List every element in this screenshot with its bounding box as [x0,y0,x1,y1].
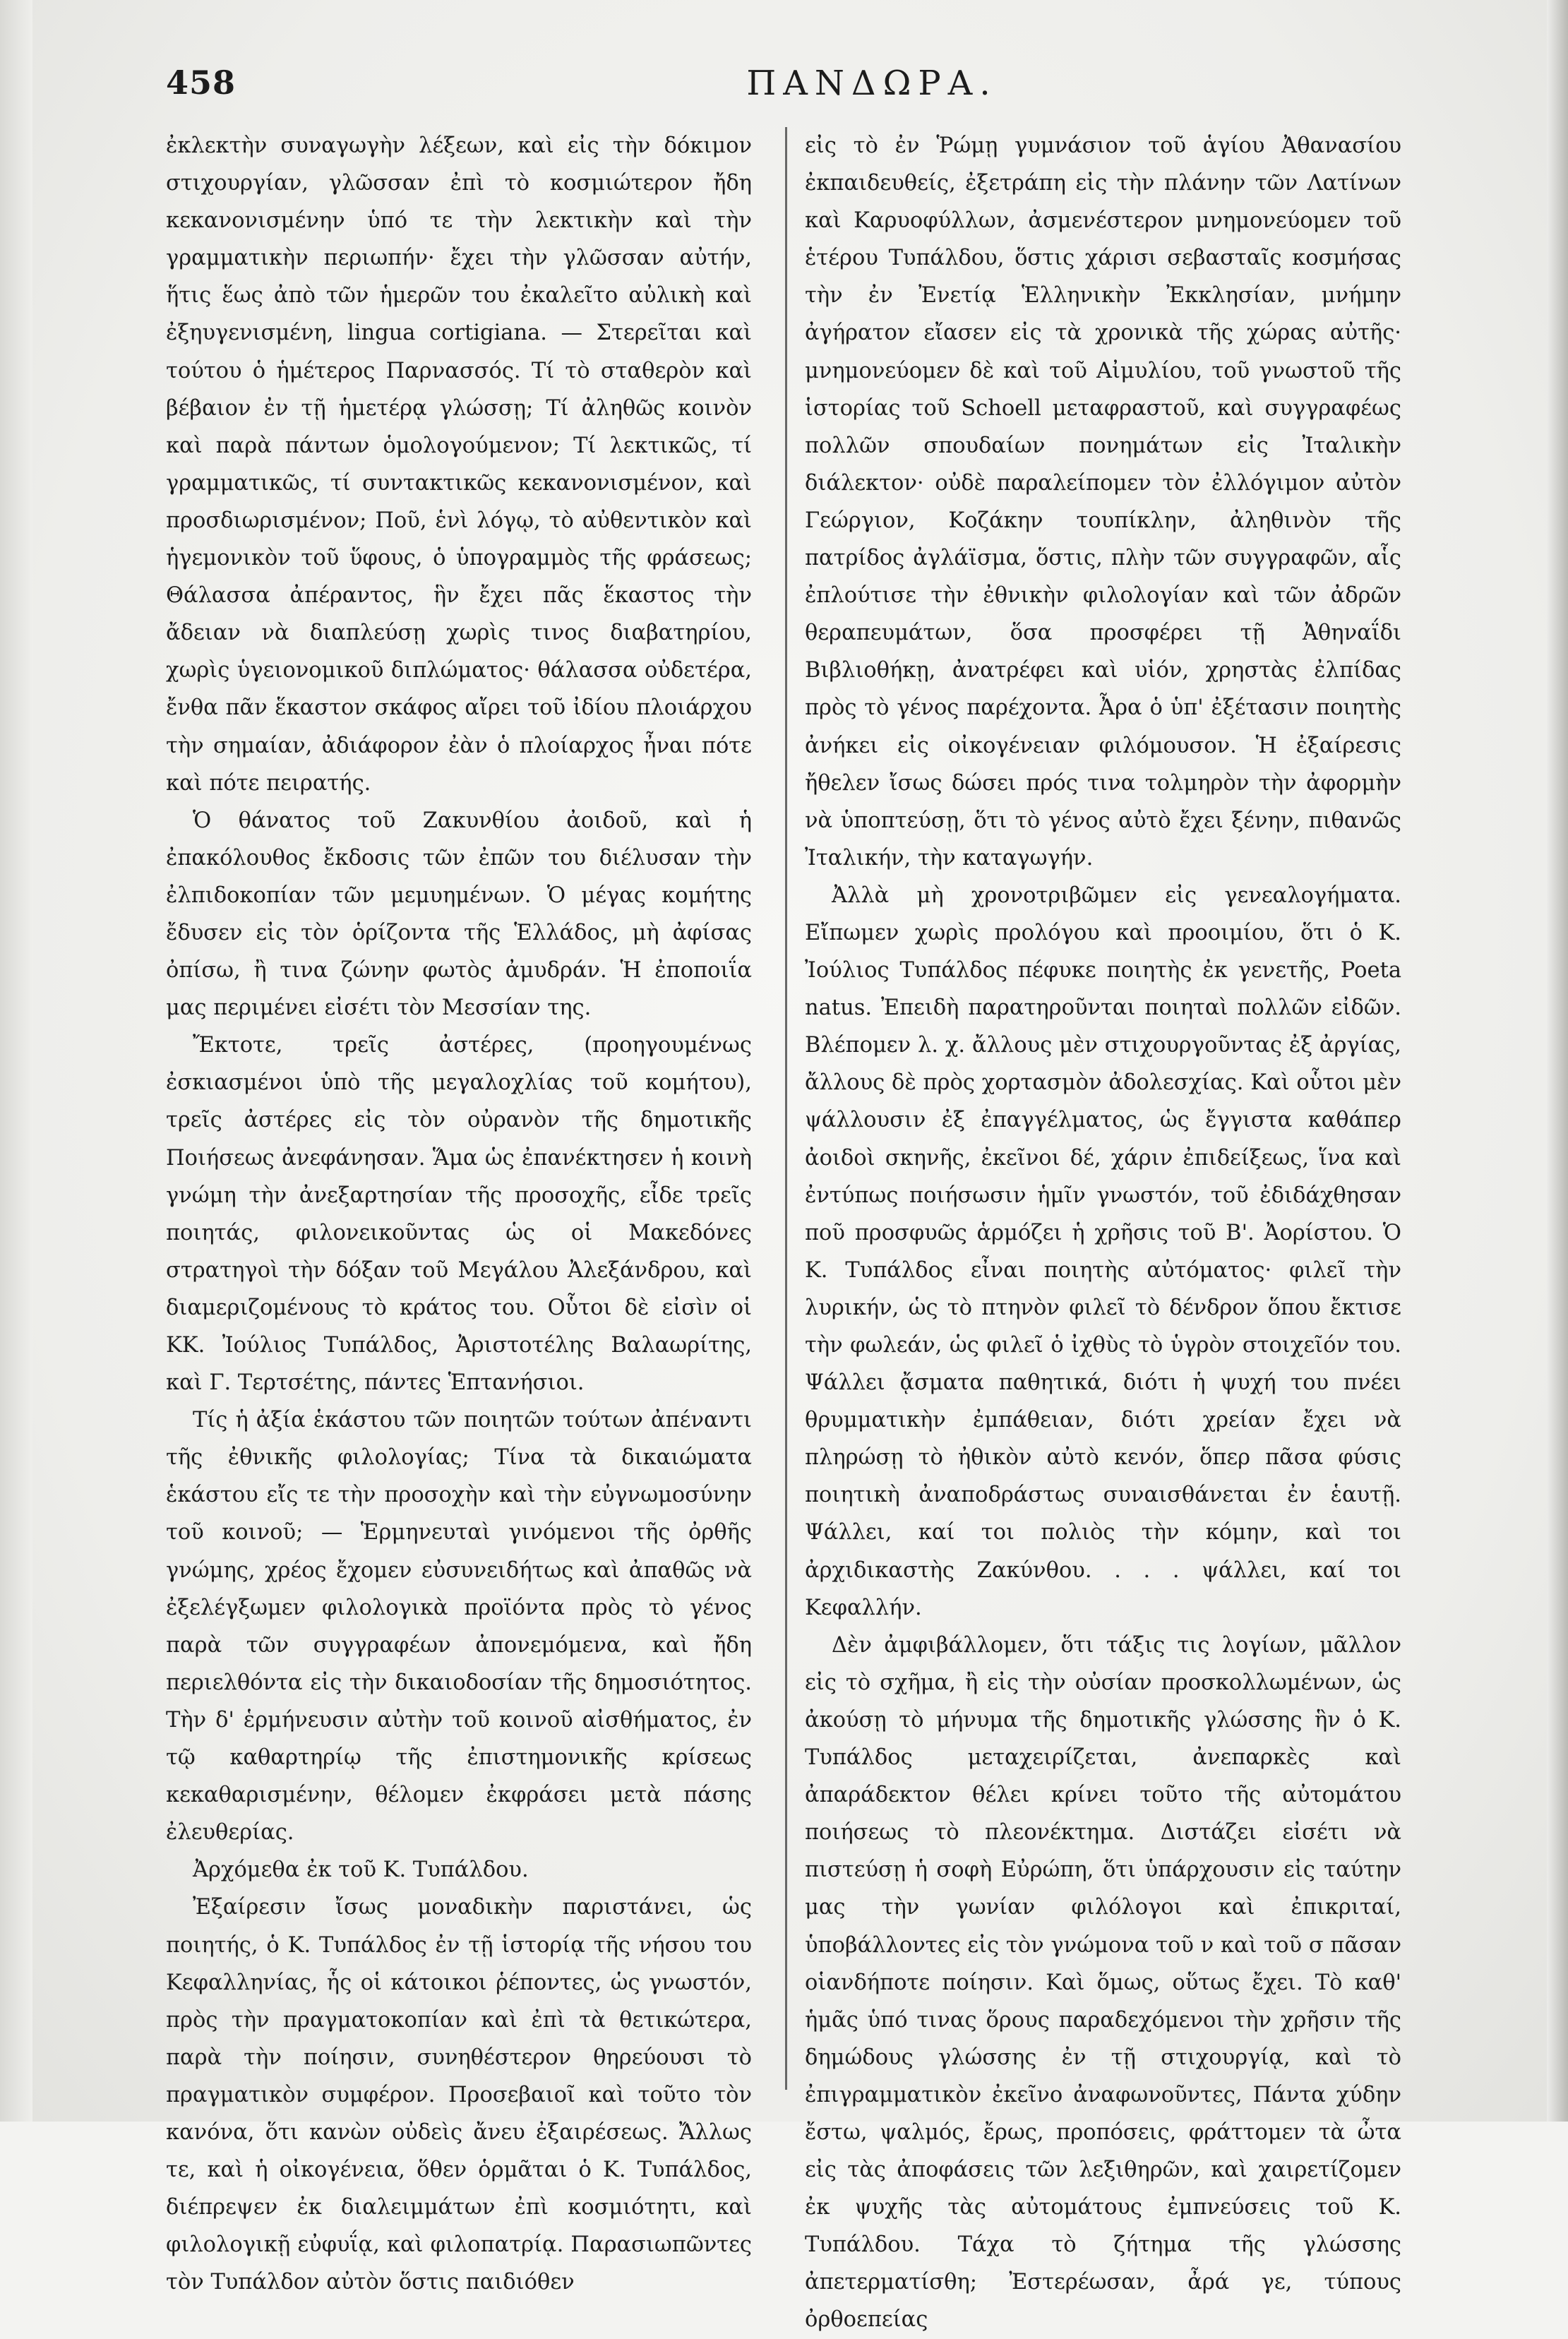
paragraph: Ἔκτοτε, τρεῖς ἀστέρες, (προηγουμένως ἐσκιασμένοι ὑπὸ τῆς μεγαλοχλίας τοῦ κομήτου), τρεῖς ἀστέρες εἰς τὸν οὐρανὸν τῆς δημοτικῆς Ποιήσεως ἀνεφάνησαν. Ἅμα ὡς ἐπανέκτησεν ἡ κοινὴ γνώμη τὴν ἀνεξαρτησίαν τῆς προσοχῆς, εἶδε τρεῖς ποιητάς, φιλονεικοῦντας ὡς οἱ Μακεδόνες στρατηγοὶ τὴν δόξαν τοῦ Μεγάλου Ἀλεξάνδρου, καὶ διαμεριζομένους τὸ κράτος του. Οὗτοι δὲ εἰσὶν οἱ ΚΚ. Ἰούλιος Τυπάλδος, Ἀριστοτέλης Βαλαωρίτης, καὶ Γ. Τερτσέτης, πάντες Ἑπτανήσιοι. [166,1033,752,1396]
page-number: 458 [166,64,237,102]
paragraph: Ἀρχόμεθα ἐκ τοῦ Κ. Τυπάλδου. [193,1858,529,1883]
left-column [166,127,752,2301]
paragraph: Δὲν ἀμφιβάλλομεν, ὅτι τάξις τις λογίων, μᾶλλον εἰς τὸ σχῆμα, ἢ εἰς τὴν οὐσίαν προσκολλωμένων, ὡς ἀκούσῃ τὸ μήνυμα τῆς δημοτικῆς γλώσσης ἣν ὁ Κ. Τυπάλδος μεταχειρίζεται, ἀνεπαρκὲς καὶ ἀπαράδεκτον θέλει κρίνει τοῦτο τῆς αὐτομάτου ποιήσεως τὸ πλεονέκτημα. Διστάζει εἰσέτι νὰ πιστεύσῃ ἡ σοφὴ Εὐρώπη, ὅτι ὑπάρχουσιν εἰς ταύτην μας τὴν γωνίαν φιλόλογοι καὶ ἐπικριταί, ὑποβάλλοντες εἰς τὸν γνώμονα τοῦ ν καὶ τοῦ σ πᾶσαν οἱανδήποτε ποίησιν. Καὶ ὅμως, οὕτως ἔχει. Τὸ καθ' ἡμᾶς ὑπό τινας ὅρους παραδεχόμενοι τὴν χρῆσιν τῆς δημώδους γλώσσης ἐν τῇ στιχουργίᾳ, καὶ τὸ ἐπιγραμματικὸν ἐκεῖνο ἀναφωνοῦντες, Πάντα χύδην ἔστω, ψαλμός, ἔρως, προπόσεις, φράττομεν τὰ ὦτα εἰς τὰς ἀποφάσεις τῶν λεξιθηρῶν, καὶ χαιρετίζομεν ἐκ ψυχῆς τὰς αὐτομάτους ἐμπνεύσεις τοῦ Κ. Τυπάλδου. Τάχα τὸ ζήτημα τῆς γλώσσης ἀπετερματίσθη; Ἐστερέωσαν, ἆρά γε, τύπους ὀρθοεπείας [805,1632,1401,2333]
page-header [166,64,1472,113]
paragraph: Ἐξαίρεσιν ἴσως μοναδικὴν παριστάνει, ὡς ποιητής, ὁ Κ. Τυπάλδος ἐν τῇ ἱστορίᾳ τῆς νήσου του Κεφαλληνίας, ἧς οἱ κάτοικοι ῥέποντες, ὡς γνωστόν, πρὸς τὴν πραγματοκοπίαν καὶ ἐπὶ τὰ θετικώτερα, παρὰ τὴν ποίησιν, συνηθέστερον θηρεύουσι τὸ πραγματικὸν συμφέρον. Προσεβαιοῖ καὶ τοῦτο τὸν κανόνα, ὅτι κανὼν οὐδεὶς ἄνευ ἐξαιρέσεως. Ἄλλως τε, καὶ ἡ οἰκογένεια, ὅθεν ὁρμᾶται ὁ Κ. Τυπάλδος, διέπρεψεν ἐκ διαλειμμάτων ἐπὶ κοσμιότητι, καὶ φιλολογικῇ εὐφυΐᾳ, καὶ φιλοπατρίᾳ. Παρασιωπῶντες τὸν Τυπάλδον αὐτὸν ὅστις παιδιόθεν [166,1895,752,2295]
paragraph: Τίς ἡ ἀξία ἑκάστου τῶν ποιητῶν τούτων ἀπέναντι τῆς ἐθνικῆς φιλολογίας; Τίνα τὰ δικαιώματα ἑκάστου εἴς τε τὴν προσοχὴν καὶ τὴν εὐγνωμοσύνην τοῦ κοινοῦ; — Ἑρμηνευταὶ γινόμενοι τῆς ὀρθῆς γνώμης, χρέος ἔχομεν εὐσυνειδήτως καὶ ἀπαθῶς νὰ ἐξελέγξωμεν φιλολογικὰ προϊόντα πρὸς τὸ γένος παρὰ τῶν συγγραφέων ἀπονεμόμενα, καὶ ἤδη περιελθόντα εἰς τὴν δικαιοδοσίαν τῆς δημοσιότητος. Τὴν δ' ἑρμήνευσιν αὐτὴν τοῦ κοινοῦ αἰσθήματος, ἐν τῷ καθαρτηρίῳ τῆς ἐπιστημονικῆς κρίσεως κεκαθαρισμένην, θέλομεν ἐκφράσει μετὰ πάσης ἐλευθερίας. [166,1408,752,1846]
page-edge-right [1547,0,1568,2122]
paragraph: Ἀλλὰ μὴ χρονοτριβῶμεν εἰς γενεαλογήματα. Εἴπωμεν χωρὶς προλόγου καὶ προοιμίου, ὅτι ὁ Κ. Ἰούλιος Τυπάλδος πέφυκε ποιητὴς ἐκ γενετῆς, Poeta natus. Ἐπειδὴ παρατηροῦνται ποιηταὶ πολλῶν εἰδῶν. Βλέπομεν λ. χ. ἄλλους μὲν στιχουργοῦντας ἐξ ἀργίας, ἄλλους δὲ πρὸς χορτασμὸν ἀδολεσχίας. Καὶ οὗτοι μὲν ψάλλουσιν ἐξ ἐπαγγέλματος, ὡς ἔγγιστα καθάπερ ἀοιδοὶ σκηνῆς, ἐκεῖνοι δέ, χάριν ἐπιδείξεως, ἵνα καὶ ἐντύπως ποιήσωσιν ἡμῖν γνωστόν, τοῦ ἐδιδάχθησαν ποῦ προσφυῶς ἁρμόζει ἡ χρῆσις τοῦ Β'. Ἀορίστου. Ὁ Κ. Τυπάλδος εἶναι ποιητὴς αὐτόματος· φιλεῖ τὴν λυρικήν, ὡς τὸ πτηνὸν φιλεῖ τὸ δένδρον ὅπου ἔκτισε τὴν φωλεάν, ὡς φιλεῖ ὁ ἰχθὺς τὸ ὑγρὸν στοιχεῖόν του. Ψάλλει ᾄσματα παθητικά, διότι ἡ ψυχή του πνέει θρυμματικὴν ἐμπάθειαν, διότι χρείαν ἔχει νὰ πληρώσῃ τὸ ἠθικὸν αὐτὸ κενόν, ὅπερ πᾶσα φύσις ποιητικὴ ἀναποδράστως συναισθάνεται ἐν ἑαυτῇ. Ψάλλει, καί τοι πολιὸς τὴν κόμην, καὶ τοι ἀρχιδικαστὴς Ζακύνθου. . . . ψάλλει, καί τοι Κεφαλλήν. [805,883,1401,1620]
running-title: ΠΑΝΔΩΡΑ. [746,64,998,103]
right-column [805,127,1401,2339]
column-divider [785,127,787,2090]
paragraph: Ὁ θάνατος τοῦ Ζακυνθίου ἀοιδοῦ, καὶ ἡ ἐπακόλουθος ἔκδοσις τῶν ἐπῶν του διέλυσαν τὴν ἐλπιδοκοπίαν τῶν μεμυημένων. Ὁ μέγας κομήτης ἔδυσεν εἰς τὸν ὁρίζοντα τῆς Ἑλλάδος, μὴ ἀφίσας ὀπίσω, ἢ τινα ζώνην φωτὸς ἀμυδράν. Ἡ ἐποποιΐα μας περιμένει εἰσέτι τὸν Μεσσίαν της. [166,808,752,1021]
paragraph: εἰς τὸ ἐν Ῥώμῃ γυμνάσιον τοῦ ἁγίου Ἀθανασίου ἐκπαιδευθείς, ἐξετράπη εἰς τὴν πλάνην τῶν Λατίνων καὶ Καρυοφύλλων, ἀσμενέστερον μνημονεύομεν τοῦ ἑτέρου Τυπάλδου, ὅστις χάρισι σεβασταῖς κοσμήσας τὴν ἐν Ἐνετίᾳ Ἑλληνικὴν Ἐκκλησίαν, μνήμην ἀγήρατον εἴασεν εἰς τὰ χρονικὰ τῆς χώρας αὐτῆς· μνημονεύομεν δὲ καὶ τοῦ Αἰμυλίου, τοῦ γνωστοῦ τῆς ἱστορίας τοῦ Schoell μεταφραστοῦ, καὶ συγγραφέως πολλῶν σπουδαίων πονημάτων εἰς Ἰταλικὴν διάλεκτον· οὐδὲ παραλείπομεν τὸν ἐλλόγιμον αὐτὸν Γεώργιον, Κοζάκην τουπίκλην, ἀληθινὸν τῆς πατρίδος ἀγλάϊσμα, ὅστις, πλὴν τῶν συγγραφῶν, αἷς ἐπλούτισε τὴν ἐθνικὴν φιλολογίαν καὶ τῶν ἀδρῶν θεραπευμάτων, ὅσα προσφέρει τῇ Ἀθηναΐδι Βιβλιοθήκῃ, ἀνατρέφει καὶ υἱόν, χρηστὰς ἐλπίδας πρὸς τὸ γένος παρέχοντα. Ἆρα ὁ ὑπ' ἐξέτασιν ποιητὴς ἀνήκει εἰς οἰκογένειαν φιλόμουσον. Ἡ ἐξαίρεσις ἤθελεν ἴσως δώσει πρός τινα τολμηρὸν τὴν ἀφορμὴν νὰ ὑποπτεύσῃ, ὅτι τὸ γένος αὐτὸ ἔχει ξένην, πιθανῶς Ἰταλικήν, τὴν καταγωγήν. [805,133,1401,871]
paragraph: ἐκλεκτὴν συναγωγὴν λέξεων, καὶ εἰς τὴν δόκιμον στιχουργίαν, γλῶσσαν ἐπὶ τὸ κοσμιώτερον ἤδη κεκανονισμένην ὑπό τε τὴν λεκτικὴν καὶ τὴν γραμματικὴν περιωπήν· ἔχει τὴν γλῶσσαν αὐτήν, ἥτις ἕως ἀπὸ τῶν ἡμερῶν του ἐκαλεῖτο αὐλικὴ καὶ ἐξηυγενισμένη, lingua cortigiana. — Στερεῖται καὶ τούτου ὁ ἡμέτερος Παρνασσός. Τί τὸ σταθερὸν καὶ βέβαιον ἐν τῇ ἡμετέρᾳ γλώσσῃ; Τί ἀληθῶς κοινὸν καὶ παρὰ πάντων ὁμολογούμενον; Τί λεκτικῶς, τί γραμματικῶς, τί συντακτικῶς κεκανονισμένον, καὶ προσδιωρισμένον; Ποῦ, ἑνὶ λόγῳ, τὸ αὐθεντικὸν καὶ ἡγεμονικὸν τοῦ ὕφους, ὁ ὑπογραμμὸς τῆς φράσεως; Θάλασσα ἀπέραντος, ἣν ἔχει πᾶς ἕκαστος τὴν ἄδειαν νὰ διαπλεύσῃ χωρὶς τινος διαβατηρίου, χωρὶς ὑγειονομικοῦ διπλώματος· θάλασσα οὐδετέρα, ἔνθα πᾶν ἕκαστον σκάφος αἴρει τοῦ ἰδίου πλοιάρχου τὴν σημαίαν, ἀδιάφορον ἐὰν ὁ πλοίαρχος ἦναι πότε καὶ πότε πειρατής. [166,133,752,796]
page-edge-left [0,0,32,2122]
